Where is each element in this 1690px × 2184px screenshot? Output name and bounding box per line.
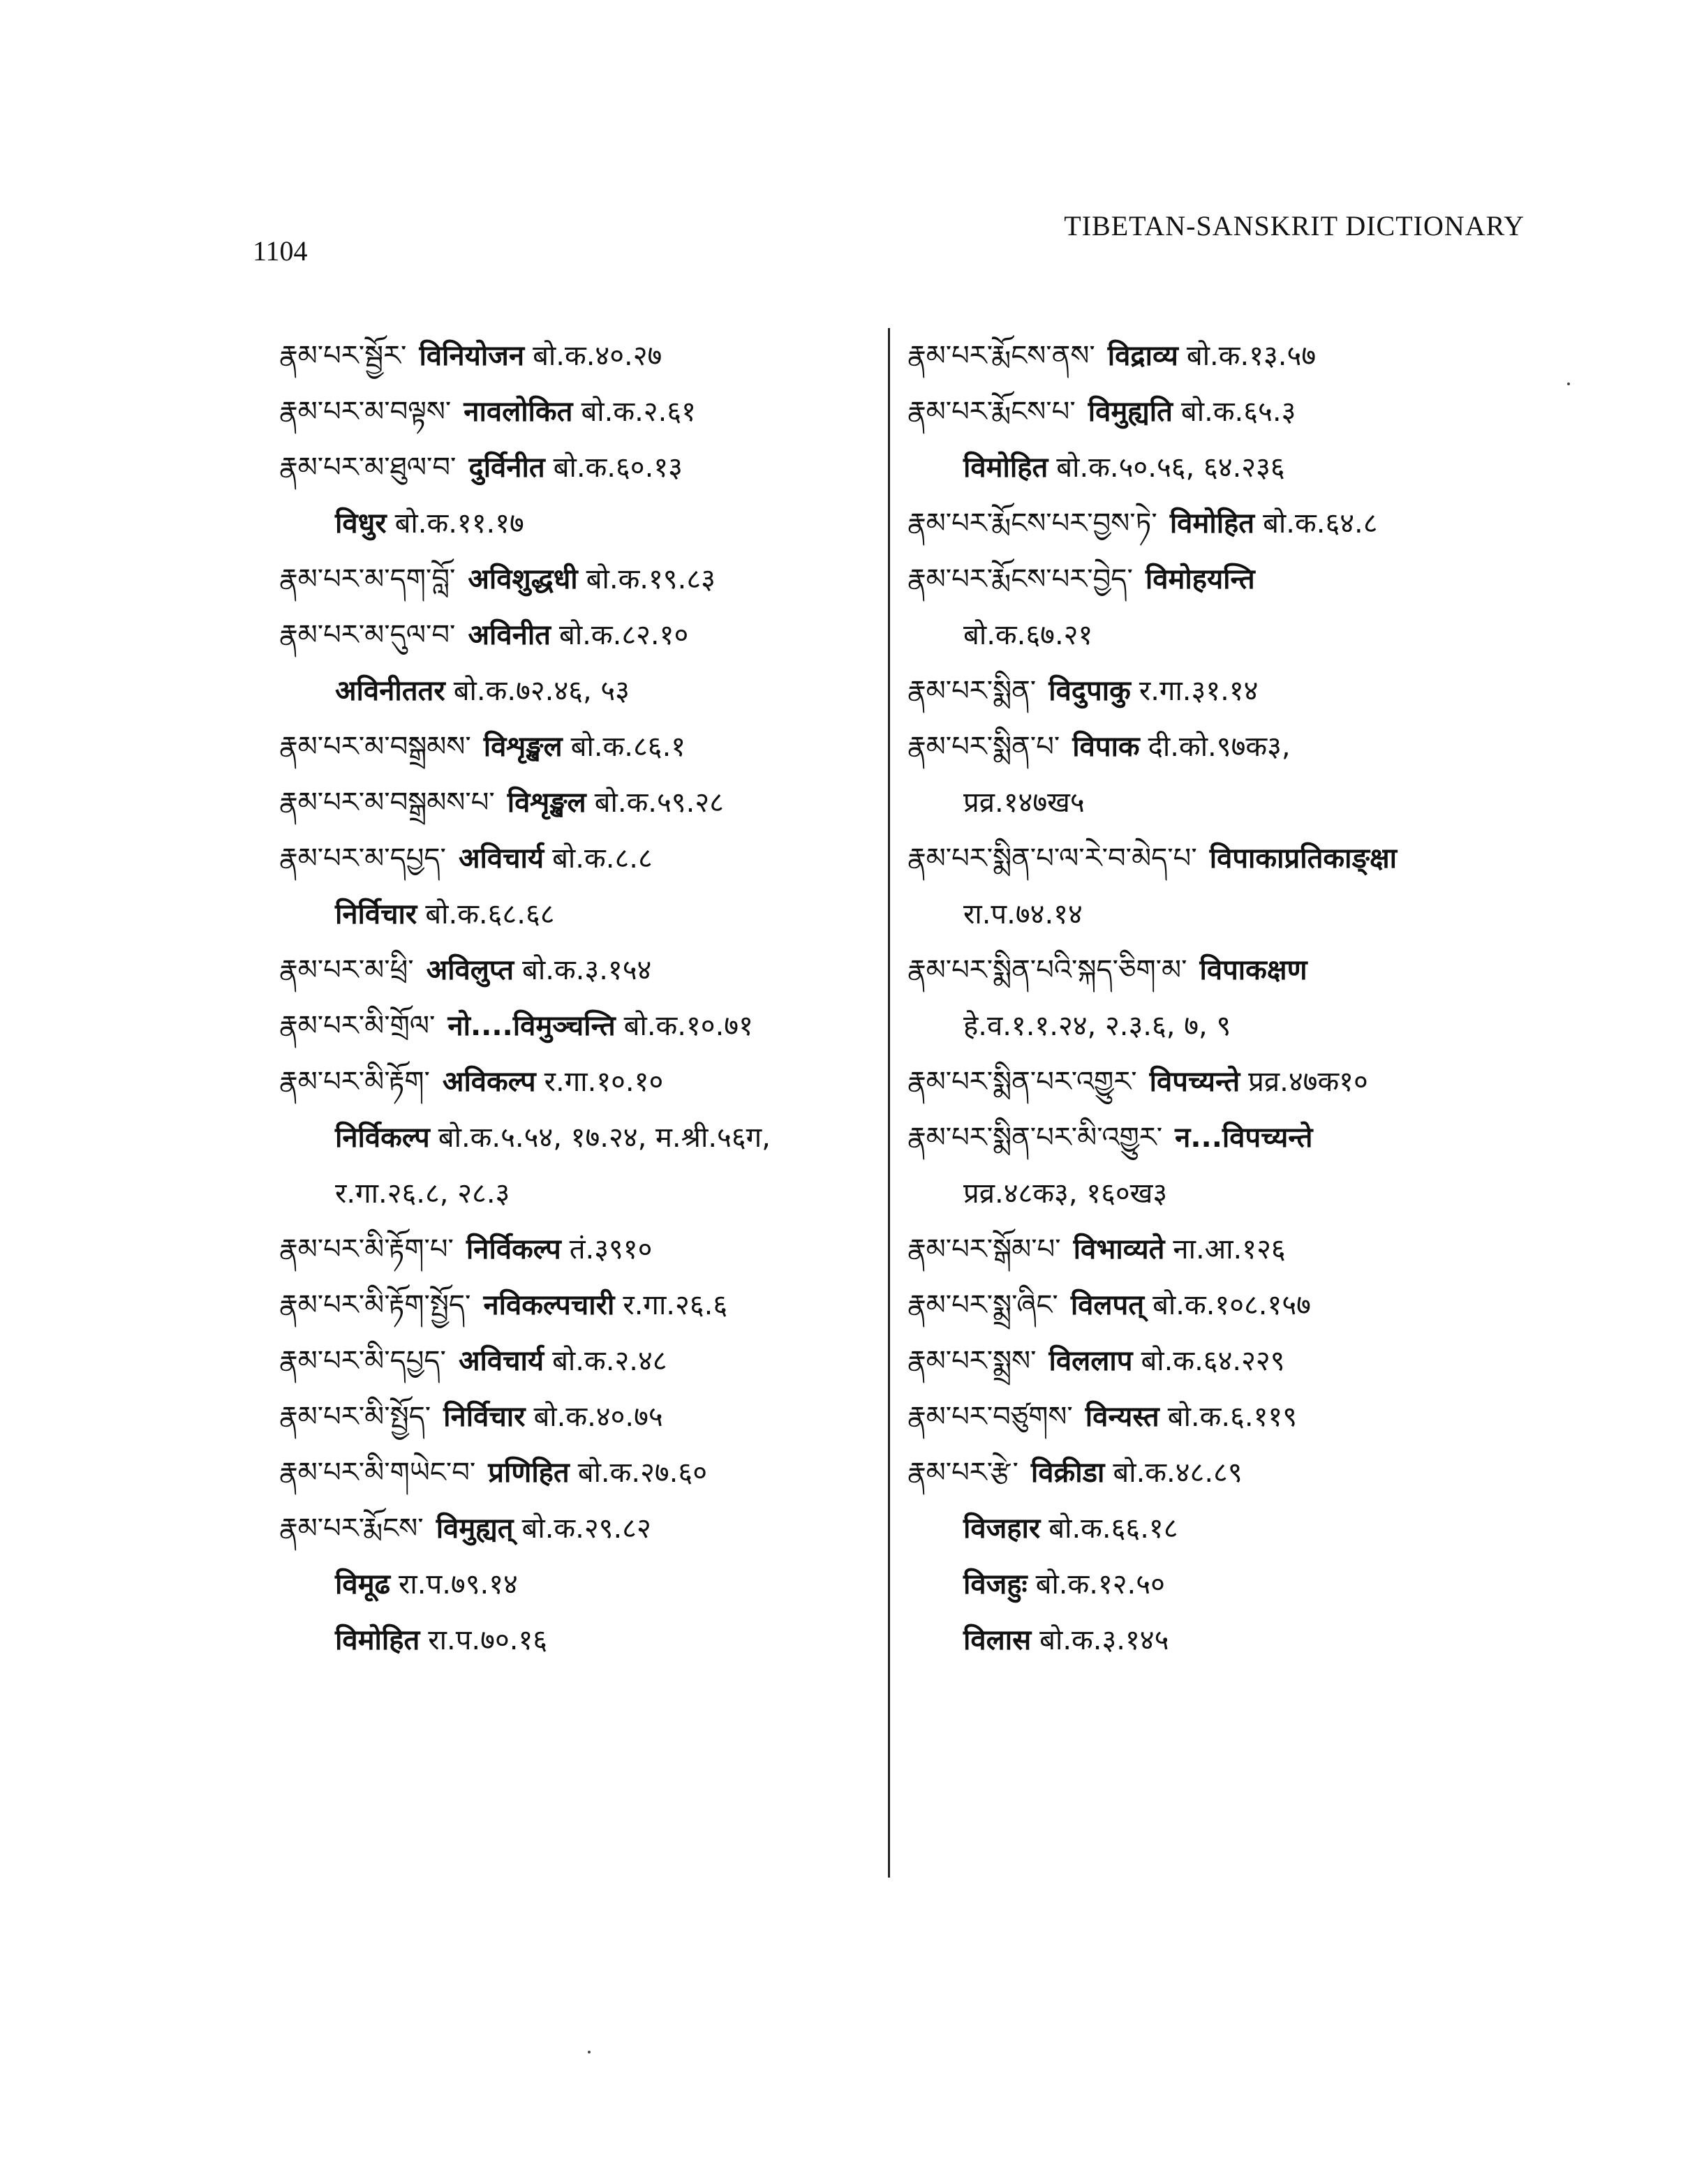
sanskrit-equivalent: विजहुः <box>963 1568 1028 1600</box>
tibetan-headword: རྣམ་པར་སྦྱོར་ <box>279 340 407 372</box>
sanskrit-equivalent: निर्विकल्प <box>466 1233 561 1265</box>
dictionary-entry-continuation <box>279 1166 894 1221</box>
sanskrit-equivalent: विद्राव्य <box>1107 340 1178 372</box>
tibetan-headword: རྣམ་པར་མི་གཡེང་བ་ <box>279 1457 476 1489</box>
source-reference: बो.क.३.१४५ <box>1039 1624 1169 1656</box>
source-reference: दी.को.९७क३, <box>1148 731 1291 763</box>
dictionary-entry <box>907 1110 1522 1166</box>
source-reference: बो.क.१०.७१ <box>623 1010 753 1042</box>
sanskrit-equivalent: विललाप <box>1048 1345 1133 1377</box>
sanskrit-equivalent: विमोहित <box>335 1624 420 1656</box>
source-reference: बो.क.८.८ <box>552 842 653 875</box>
sanskrit-equivalent: विमुह्यत् <box>436 1513 514 1545</box>
scan-speck <box>1567 382 1570 385</box>
source-reference: बो.क.४०.२७ <box>533 340 662 372</box>
dictionary-entry-continuation <box>279 663 894 719</box>
tibetan-headword: རྣམ་པར་རྨོངས་པར་བྱས་ཏེ་ <box>907 507 1157 540</box>
dictionary-entry <box>279 1445 894 1501</box>
sanskrit-equivalent: अविचार्य <box>458 1345 544 1377</box>
sanskrit-equivalent: प्रणिहित <box>488 1457 570 1489</box>
source-reference: रा.प.७४.१४ <box>963 898 1083 930</box>
source-reference: बो.क.६५.३ <box>1180 396 1296 428</box>
dictionary-entry <box>279 998 894 1054</box>
tibetan-headword: རྣམ་པར་སྒོམ་པ་ <box>907 1233 1061 1265</box>
column-left <box>279 328 894 1668</box>
dictionary-entry-continuation <box>907 775 1522 831</box>
tibetan-headword: རྣམ་པར་སྨྲས་ <box>907 1345 1037 1377</box>
tibetan-headword: རྣམ་པར་རྩེ་ <box>907 1457 1018 1489</box>
sanskrit-equivalent: विमोहित <box>1169 507 1255 540</box>
source-reference: बो.क.५.५४, १७.२४, म.श्री.५६ग, <box>438 1122 771 1154</box>
dictionary-entry-continuation <box>907 607 1522 663</box>
sanskrit-equivalent: विलपत् <box>1070 1289 1145 1321</box>
dictionary-entry-continuation <box>907 1557 1522 1612</box>
sanskrit-equivalent: विमुह्यति <box>1088 396 1173 428</box>
source-reference: बो.क.८६.१ <box>570 731 686 763</box>
dictionary-entry-continuation <box>907 1612 1522 1668</box>
source-reference: हे.व.१.१.२४, २.३.६, ७, ९ <box>963 1010 1231 1042</box>
sanskrit-equivalent: विनियोजन <box>419 340 525 372</box>
sanskrit-equivalent: विमूढ <box>335 1568 391 1600</box>
dictionary-entry <box>279 1389 894 1445</box>
source-reference: बो.क.४०.७५ <box>533 1401 663 1433</box>
source-reference: बो.क.११.१७ <box>394 507 524 540</box>
dictionary-entry <box>907 1445 1522 1501</box>
tibetan-headword: རྣམ་པར་མི་རྟོག་ <box>279 1066 430 1098</box>
tibetan-headword: རྣམ་པར་མི་རྟོག་པ་ <box>279 1233 454 1265</box>
dictionary-entry <box>907 719 1522 775</box>
dictionary-entry <box>907 663 1522 719</box>
sanskrit-equivalent: विक्रीडा <box>1030 1457 1105 1489</box>
dictionary-entry-continuation <box>279 1612 894 1668</box>
sanskrit-equivalent: अविनीत <box>468 619 551 651</box>
source-reference: बो.क.६६.१८ <box>1048 1513 1178 1545</box>
dictionary-entry <box>279 1501 894 1557</box>
dictionary-entry <box>279 942 894 998</box>
tibetan-headword: རྣམ་པར་མ་དུལ་བ་ <box>279 619 456 651</box>
source-reference: बो.क.६७.२१ <box>963 619 1093 651</box>
column-right <box>907 328 1522 1668</box>
dictionary-entry-continuation <box>907 886 1522 942</box>
sanskrit-equivalent: विपाक <box>1072 731 1140 763</box>
sanskrit-equivalent: विजहार <box>963 1513 1041 1545</box>
tibetan-headword: རྣམ་པར་མ་བསྒྲམས་པ་ <box>279 787 495 819</box>
dictionary-entry-continuation <box>907 440 1522 496</box>
dictionary-entry <box>907 1333 1522 1389</box>
dictionary-entry <box>279 1221 894 1277</box>
tibetan-headword: རྣམ་པར་སྨིན་པའི་སྐད་ཅིག་མ་ <box>907 954 1187 986</box>
source-reference: प्रव्र.१४७ख५ <box>963 787 1085 819</box>
dictionary-entry <box>279 719 894 775</box>
dictionary-entry-continuation <box>279 886 894 942</box>
source-reference: बो.क.४८.८९ <box>1113 1457 1243 1489</box>
dictionary-entry <box>279 1054 894 1110</box>
sanskrit-equivalent: विधुर <box>335 507 387 540</box>
tibetan-headword: རྣམ་པར་སྨིན་པར་མི་འགྱུར་ <box>907 1122 1163 1154</box>
source-reference: र.गा.३१.१४ <box>1139 675 1259 707</box>
dictionary-entry <box>279 440 894 496</box>
dictionary-entry-continuation <box>907 998 1522 1054</box>
tibetan-headword: རྣམ་པར་སྨིན་པ་ <box>907 731 1060 763</box>
dictionary-entry <box>279 607 894 663</box>
sanskrit-equivalent: दुर्विनीत <box>468 452 545 484</box>
dictionary-entry <box>279 775 894 831</box>
sanskrit-equivalent: अविचार्य <box>458 842 544 875</box>
scan-speck <box>588 2051 591 2053</box>
sanskrit-equivalent: विपच्यन्ते <box>1149 1066 1240 1098</box>
tibetan-headword: རྣམ་པར་རྨོངས་པ་ <box>907 396 1076 428</box>
sanskrit-equivalent: निर्विचार <box>443 1401 526 1433</box>
sanskrit-equivalent: विपाकाप्रतिकाङ्क्षा <box>1209 842 1398 875</box>
source-reference: बो.क.१०८.१५७ <box>1152 1289 1311 1321</box>
source-reference: बो.क.६.११९ <box>1167 1401 1297 1433</box>
sanskrit-equivalent: विदुपाकु <box>1048 675 1131 707</box>
dictionary-entry <box>907 1221 1522 1277</box>
tibetan-headword: རྣམ་པར་མ་བསྒྲམས་ <box>279 731 471 763</box>
sanskrit-equivalent: अविलुप्त <box>426 954 514 986</box>
source-reference: बो.क.८२.१० <box>558 619 689 651</box>
source-reference: बो.क.५०.५६, ६४.२३६ <box>1056 452 1285 484</box>
source-reference: रा.प.७९.१४ <box>399 1568 518 1600</box>
dictionary-entry <box>907 328 1522 384</box>
tibetan-headword: རྣམ་པར་རྨོངས་ <box>279 1513 424 1545</box>
tibetan-headword: རྣམ་པར་མི་རྟོག་སྤྱོད་ <box>279 1289 471 1321</box>
tibetan-headword: རྣམ་པར་སྨིན་པར་འགྱུར་ <box>907 1066 1137 1098</box>
source-reference: बो.क.२.४८ <box>552 1345 667 1377</box>
dictionary-entry-continuation <box>279 496 894 551</box>
dictionary-entry <box>907 1389 1522 1445</box>
dictionary-entry <box>279 328 894 384</box>
tibetan-headword: རྣམ་པར་མ་དག་བློ་ <box>279 563 456 595</box>
source-reference: बो.क.१९.८३ <box>586 563 716 595</box>
dictionary-entry <box>279 1333 894 1389</box>
source-reference: बो.क.१३.५७ <box>1186 340 1317 372</box>
source-reference: बो.क.१२.५० <box>1035 1568 1165 1600</box>
dictionary-entry <box>279 831 894 886</box>
dictionary-entry <box>907 551 1522 607</box>
source-reference: बो.क.५९.२८ <box>594 787 724 819</box>
dictionary-entry-continuation <box>279 1557 894 1612</box>
tibetan-headword: རྣམ་པར་མ་ཕྲི་ <box>279 954 414 986</box>
source-reference: बो.क.६४.८ <box>1263 507 1378 540</box>
sanskrit-equivalent: विशृङ्खल <box>507 787 586 819</box>
sanskrit-equivalent: निर्विकल्प <box>335 1122 430 1154</box>
source-reference: प्रव्र.४७क१० <box>1248 1066 1368 1098</box>
source-reference: बो.क.७२.४६, ५३ <box>453 675 630 707</box>
tibetan-headword: རྣམ་པར་མི་སྤྱོད་ <box>279 1401 431 1433</box>
dictionary-entry <box>907 942 1522 998</box>
source-reference: रा.प.७०.१६ <box>428 1624 548 1656</box>
sanskrit-equivalent: विपाकक्षण <box>1199 954 1307 986</box>
tibetan-headword: རྣམ་པར་སྨྲ་ཞིང་ <box>907 1289 1058 1321</box>
sanskrit-equivalent: विलास <box>963 1624 1032 1656</box>
sanskrit-equivalent: विन्यस्त <box>1085 1401 1159 1433</box>
sanskrit-equivalent: नावलोकित <box>464 396 573 428</box>
sanskrit-equivalent: विशृङ्खल <box>483 731 563 763</box>
dictionary-entry <box>907 1054 1522 1110</box>
dictionary-entry-continuation <box>907 1166 1522 1221</box>
tibetan-headword: རྣམ་པར་མ་ཐུལ་བ་ <box>279 452 457 484</box>
sanskrit-equivalent: निर्विचार <box>335 898 417 930</box>
dictionary-entry-continuation <box>279 1110 894 1166</box>
page-number: 1104 <box>253 235 308 267</box>
source-reference: र.गा.२६.८, २८.३ <box>335 1178 510 1210</box>
source-reference: बो.क.२९.८२ <box>521 1513 651 1545</box>
sanskrit-equivalent: नविकल्पचारी <box>483 1289 615 1321</box>
source-reference: बो.क.३.१५४ <box>522 954 652 986</box>
source-reference: बो.क.६४.२२९ <box>1141 1345 1285 1377</box>
dictionary-entry-continuation <box>907 1501 1522 1557</box>
tibetan-headword: རྣམ་པར་སྨིན་ <box>907 675 1037 707</box>
dictionary-entry <box>279 384 894 440</box>
dictionary-entry <box>907 496 1522 551</box>
sanskrit-equivalent: विमोहित <box>963 452 1048 484</box>
column-divider <box>888 328 890 1878</box>
tibetan-headword: རྣམ་པར་མི་དཔྱད་ <box>279 1345 446 1377</box>
tibetan-headword: རྣམ་པར་སྨིན་པ་ལ་རེ་བ་མེད་པ་ <box>907 842 1197 875</box>
source-reference: प्रव्र.४८क३, १६०ख३ <box>963 1178 1168 1210</box>
source-reference: र.गा.१०.१० <box>544 1066 664 1098</box>
dictionary-entry <box>279 1277 894 1333</box>
source-reference: बो.क.२७.६० <box>577 1457 707 1489</box>
dictionary-entry <box>907 831 1522 886</box>
tibetan-headword: རྣམ་པར་མི་གྲོལ་ <box>279 1010 436 1042</box>
sanskrit-equivalent: नो....विमुञ्चन्ति <box>447 1010 616 1042</box>
dictionary-entry <box>907 1277 1522 1333</box>
tibetan-headword: རྣམ་པར་མ་བལྟས་ <box>279 396 452 428</box>
source-reference: ना.आ.१२६ <box>1173 1233 1286 1265</box>
sanskrit-equivalent: अविशुद्धधी <box>468 563 578 595</box>
sanskrit-equivalent: न...विपच्यन्ते <box>1175 1122 1313 1154</box>
source-reference: तं.३९१० <box>569 1233 653 1265</box>
tibetan-headword: རྣམ་པར་བཙུགས་ <box>907 1401 1073 1433</box>
sanskrit-equivalent: विभाव्यते <box>1073 1233 1165 1265</box>
source-reference: बो.क.६८.६८ <box>425 898 555 930</box>
source-reference: बो.क.६०.१३ <box>553 452 683 484</box>
source-reference: र.गा.२६.६ <box>623 1289 728 1321</box>
source-reference: बो.क.२.६१ <box>581 396 696 428</box>
tibetan-headword: རྣམ་པར་རྨོངས་ནས་ <box>907 340 1095 372</box>
dictionary-entry <box>907 384 1522 440</box>
tibetan-headword: རྣམ་པར་མ་དཔྱད་ <box>279 842 446 875</box>
sanskrit-equivalent: अविकल्प <box>442 1066 536 1098</box>
running-head: TIBETAN-SANSKRIT DICTIONARY <box>1064 210 1525 242</box>
sanskrit-equivalent: अविनीततर <box>335 675 445 707</box>
dictionary-entry <box>279 551 894 607</box>
tibetan-headword: རྣམ་པར་རྨོངས་པར་བྱེད་ <box>907 563 1133 595</box>
sanskrit-equivalent: विमोहयन्ति <box>1145 563 1255 595</box>
